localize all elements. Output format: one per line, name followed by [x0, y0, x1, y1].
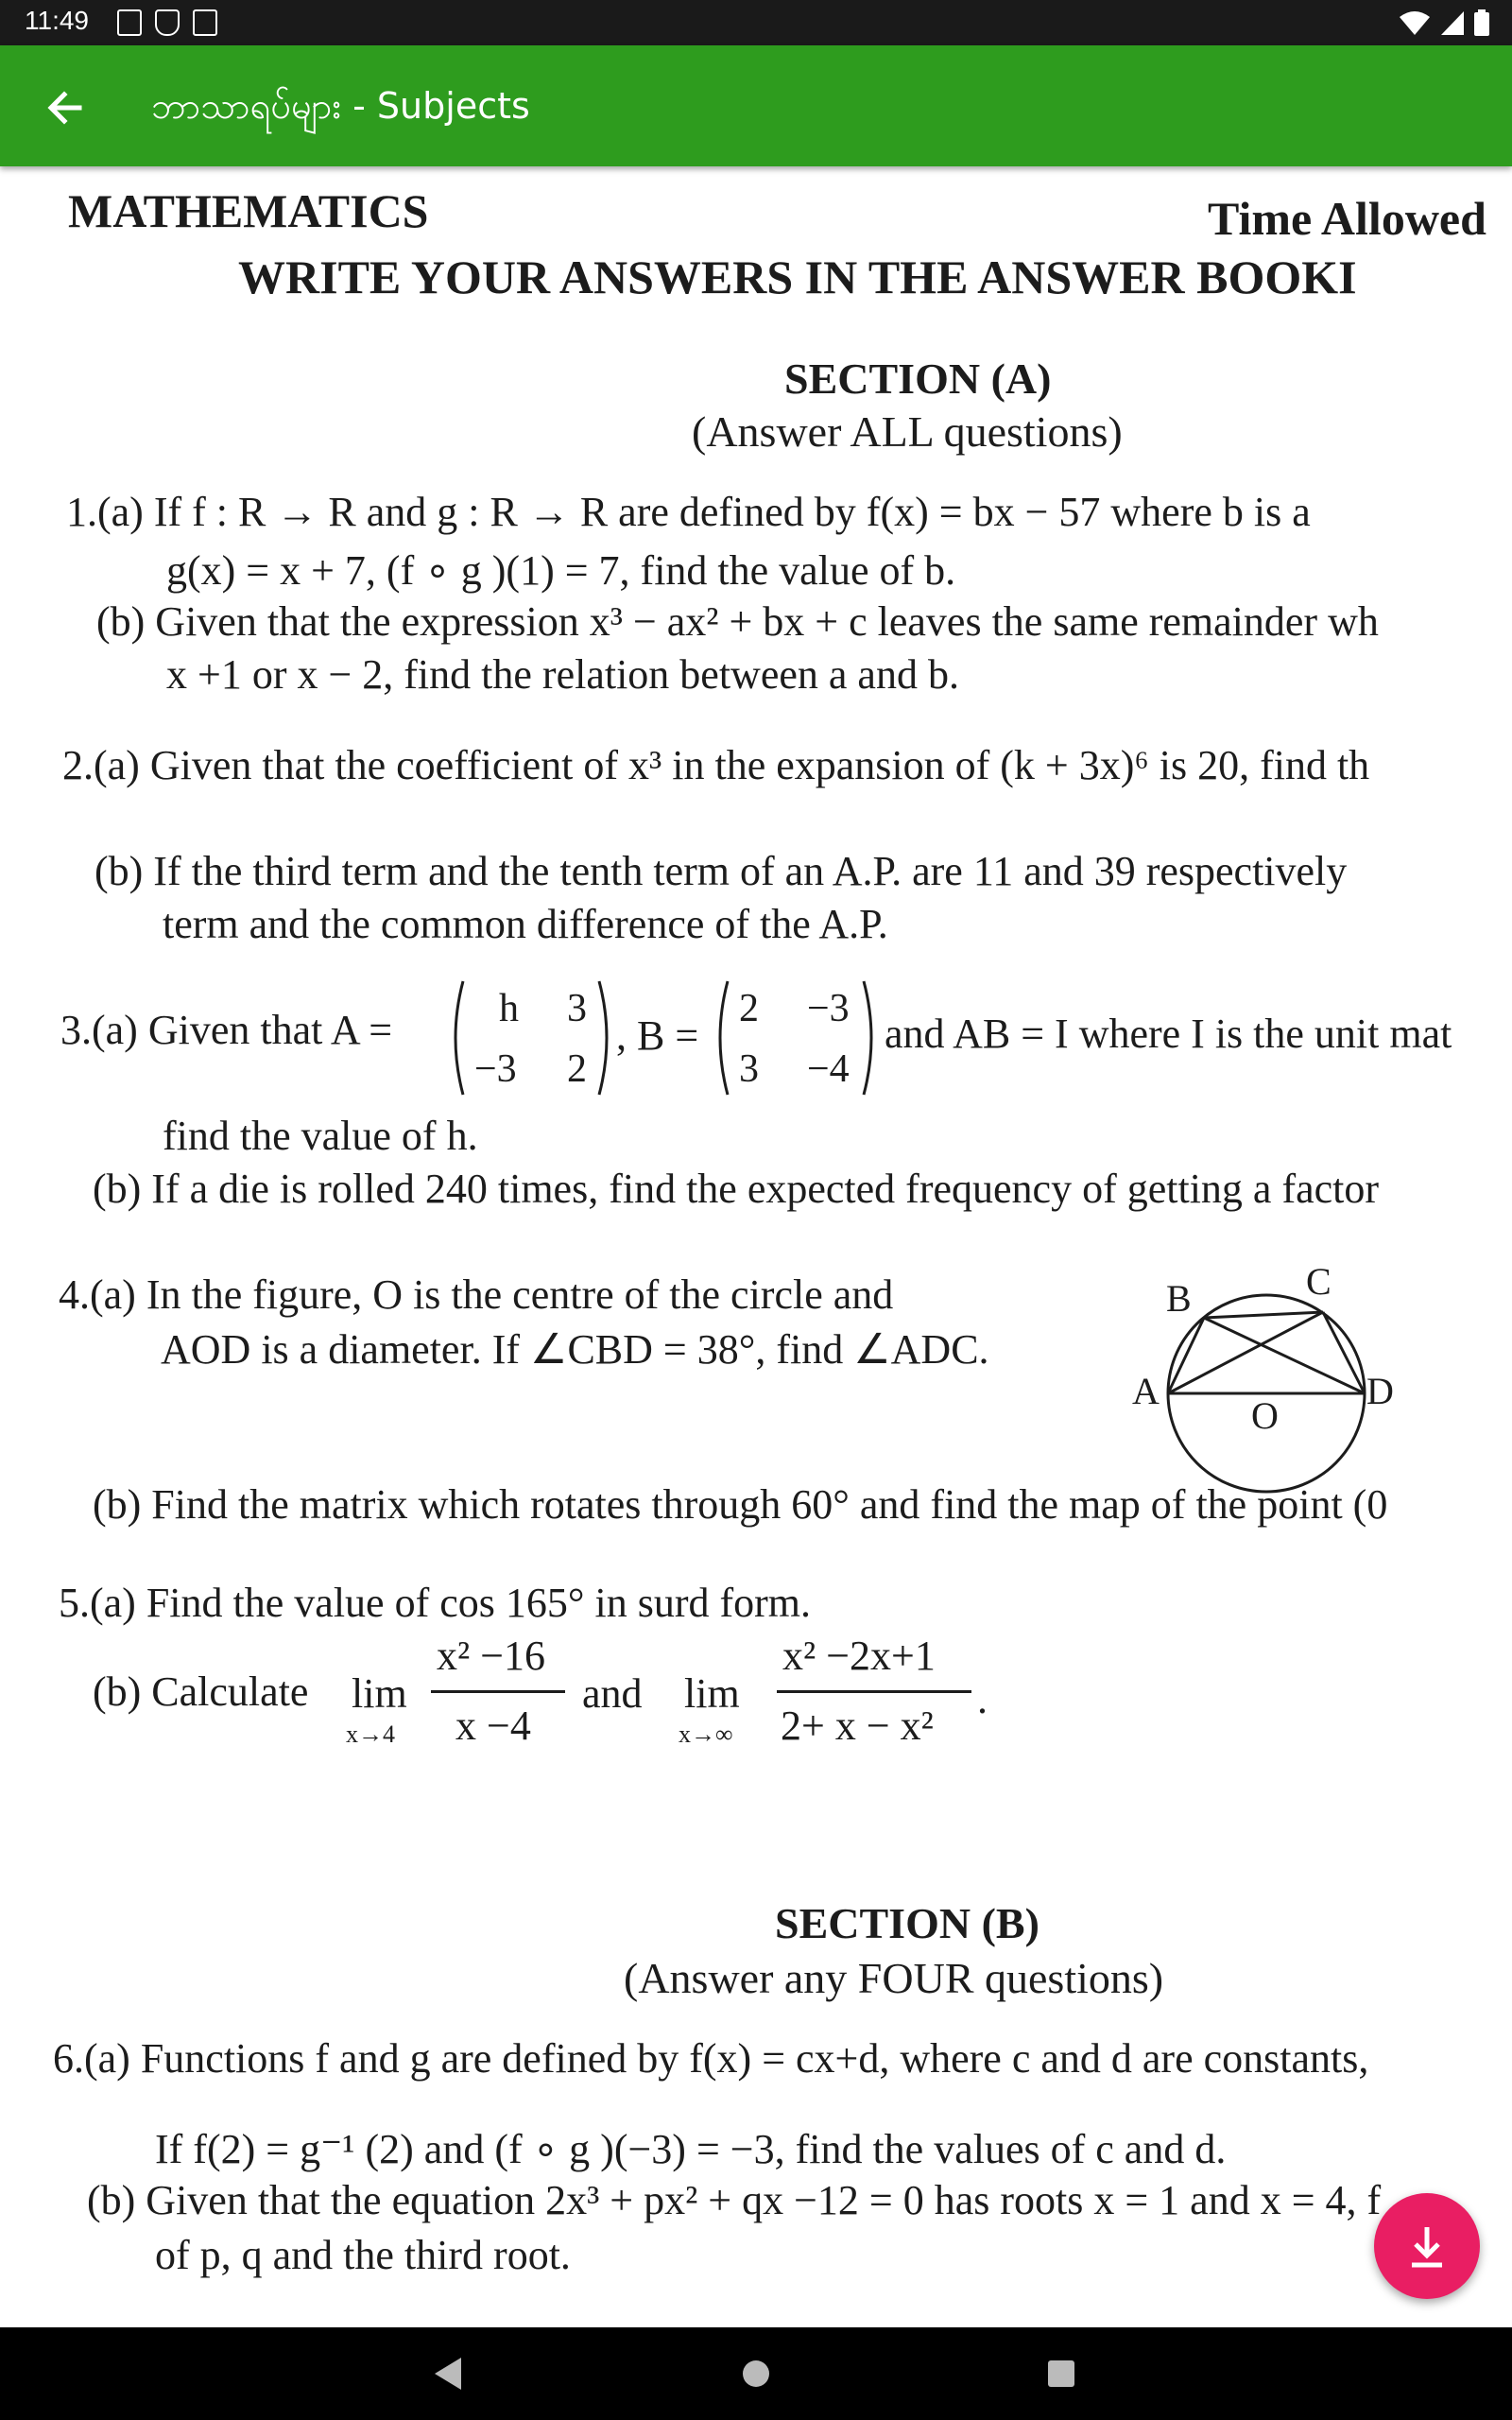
figure-label-b: B [1166, 1277, 1192, 1320]
recents-square-icon [1036, 2348, 1087, 2399]
q5b-frac1-num: x² −16 [437, 1633, 546, 1679]
navigation-bar [0, 2327, 1512, 2420]
q5b-lim1-sub: x→4 [346, 1720, 395, 1748]
app-title: ဘာသာရပ်များ - Subjects [151, 85, 530, 127]
q1a-line1: 1.(a) If f : R → R and g : R → R are defined by f(x) = bx − 57 where b is a [66, 489, 1311, 535]
wifi-icon [1399, 9, 1431, 36]
back-button[interactable] [38, 79, 94, 136]
q5b-lim2: lim [684, 1670, 740, 1717]
q2b-line1: (b) If the third term and the tenth term of an A.P. are 11 and 39 respectively [94, 848, 1348, 894]
q3b-line1: (b) If a die is rolled 240 times, find the expected frequency of getting a factor [93, 1166, 1380, 1212]
q5b-frac1-den: x −4 [455, 1703, 531, 1749]
circle-figure [1125, 1260, 1408, 1499]
q5b-end: . [977, 1676, 988, 1722]
q5b-lead: (b) Calculate [93, 1668, 309, 1715]
q1a-line2: g(x) = x + 7, (f ∘ g )(1) = 7, find the value of b. [166, 547, 956, 594]
home-circle-icon [730, 2348, 782, 2399]
q4b-line1: (b) Find the matrix which rotates through 60° and find the map of the point (0 [93, 1481, 1388, 1528]
q1b-line2: x +1 or x − 2, find the relation between a and b. [166, 651, 959, 698]
signal-icon [1440, 9, 1465, 36]
matrix-b [711, 977, 881, 1098]
q5b-frac2-den: 2+ x − x² [781, 1703, 934, 1749]
download-button[interactable] [1374, 2193, 1480, 2299]
matrix-b-brackets [711, 977, 881, 1098]
nav-recents-button[interactable] [1036, 2348, 1087, 2399]
figure-label-d: D [1366, 1370, 1394, 1412]
battery-icon [1474, 9, 1489, 36]
figure-label-o: O [1251, 1394, 1279, 1437]
q1b-line1: (b) Given that the expression x³ − ax² + bx + c leaves the same remainder wh [96, 598, 1379, 645]
q5a-line1: 5.(a) Find the value of cos 165° in surd form. [59, 1580, 811, 1626]
q4a-line1: 4.(a) In the figure, O is the centre of the circle and [59, 1271, 894, 1318]
q5b-lim1: lim [352, 1670, 407, 1717]
q4a-line2: AOD is a diameter. If ∠CBD = 38°, find ∠ADC. [161, 1326, 989, 1373]
figure-label-c: C [1306, 1260, 1332, 1303]
matrix-b-cell: −3 [807, 987, 850, 1030]
matrix-b-cell: 2 [739, 987, 759, 1030]
nav-back-button[interactable] [423, 2348, 474, 2399]
a-badge-icon [117, 9, 142, 36]
q5b-and: and [582, 1670, 643, 1717]
status-bar [0, 0, 1512, 45]
q3a-mid: , B = [616, 1012, 699, 1059]
sd-card-icon [193, 9, 217, 36]
q5b-frac2-num: x² −2x+1 [782, 1633, 936, 1679]
q3a-tail: and AB = I where I is the unit mat [885, 1011, 1452, 1057]
q6a-line1: 6.(a) Functions f and g are defined by f(x) = cx+d, where c and d are constants, [53, 2035, 1369, 2082]
q3a-lead: 3.(a) Given that A = [60, 1007, 393, 1053]
document-page[interactable] [0, 166, 1512, 2327]
matrix-a [446, 977, 616, 1098]
matrix-a-cell: 3 [567, 987, 587, 1030]
q3a-line2: find the value of h. [163, 1113, 478, 1159]
matrix-a-cell: h [499, 987, 519, 1030]
nav-home-button[interactable] [730, 2348, 782, 2399]
section-b-title: SECTION (B) [775, 1899, 1040, 1947]
status-icons-right [1399, 9, 1489, 36]
matrix-b-cell: 3 [739, 1047, 759, 1091]
q6b-line2: of p, q and the third root. [155, 2232, 571, 2278]
q5b-lim2-sub: x→∞ [679, 1720, 733, 1748]
section-a-note: (Answer ALL questions) [692, 407, 1123, 456]
q6b-line1: (b) Given that the equation 2x³ + px² + qx −12 = 0 has roots x = 1 and x = 4, f [87, 2177, 1382, 2223]
status-time: 11:49 [25, 6, 89, 35]
status-icons-left [117, 9, 217, 36]
download-icon [1374, 2193, 1480, 2299]
q6a-line2: If f(2) = g⁻¹ (2) and (f ∘ g )(−3) = −3, find the values of c and d. [155, 2126, 1227, 2172]
shield-icon [155, 9, 180, 36]
matrix-a-brackets [446, 977, 616, 1098]
section-b-note: (Answer any FOUR questions) [624, 1954, 1164, 2002]
back-triangle-icon [423, 2348, 474, 2399]
app-bar [0, 45, 1512, 166]
q5b-frac1-bar [431, 1690, 565, 1693]
q2a-line1: 2.(a) Given that the coefficient of x³ in the expansion of (k + 3x)⁶ is 20, find th [62, 742, 1370, 788]
instruction-line: WRITE YOUR ANSWERS IN THE ANSWER BOOKI [238, 251, 1357, 303]
arrow-back-icon [38, 79, 94, 136]
matrix-a-cell: 2 [567, 1047, 587, 1091]
header-subject: MATHEMATICS [68, 184, 429, 237]
matrix-a-cell: −3 [474, 1047, 517, 1091]
header-time-allowed: Time Allowed [1208, 192, 1486, 245]
figure-label-a: A [1132, 1370, 1160, 1412]
matrix-b-cell: −4 [807, 1047, 850, 1091]
q2b-line2: term and the common difference of the A.P. [163, 901, 888, 947]
section-a-title: SECTION (A) [784, 354, 1052, 403]
q5b-frac2-bar [777, 1690, 971, 1693]
